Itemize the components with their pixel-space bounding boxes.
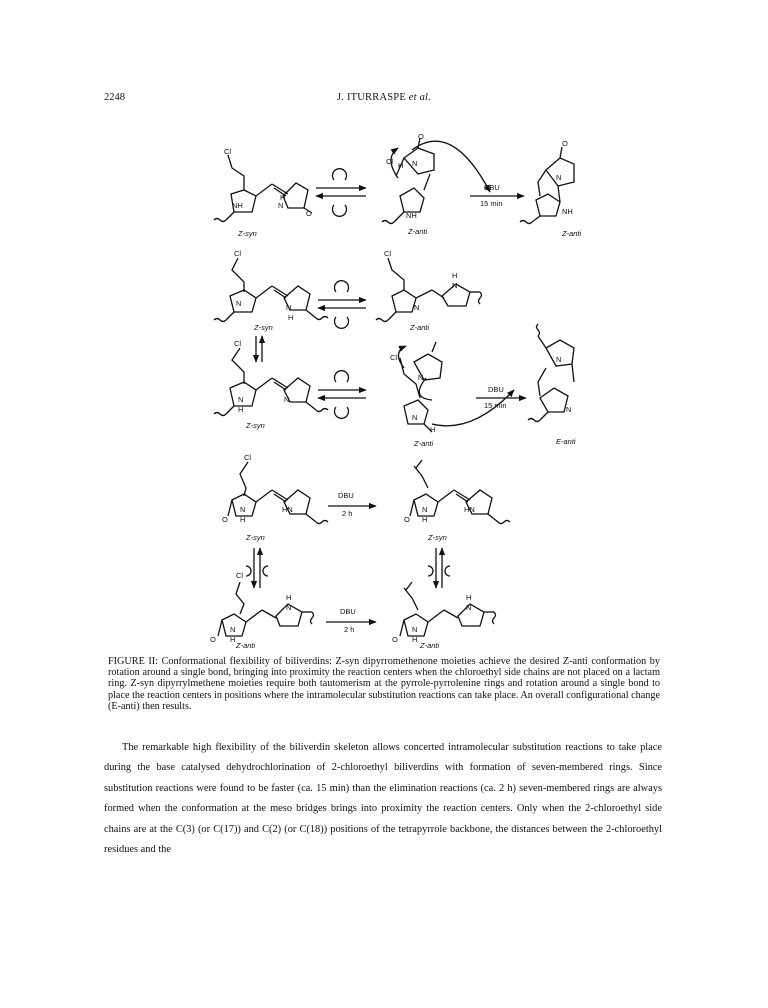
- r4-right-h: H: [422, 515, 428, 524]
- r1-mid-label: Z-anti: [408, 227, 428, 236]
- r3-left-n2: N: [284, 395, 290, 404]
- r3-right-n2: N: [566, 405, 572, 414]
- r3-left-h: H: [238, 405, 244, 414]
- r2-left-cl: Cl: [234, 249, 242, 258]
- r2-right-h: H: [452, 271, 458, 280]
- r1-left-n: N: [278, 201, 284, 210]
- r2-left-nh-n: N: [286, 303, 292, 312]
- r2-left-molecule: [214, 258, 328, 322]
- r5-left-n: N: [230, 625, 236, 634]
- r2-left-n: N: [236, 299, 242, 308]
- r1-right-o: O: [562, 139, 568, 148]
- r2-right-molecule: [376, 258, 482, 322]
- r4-left-h: H: [240, 515, 246, 524]
- r4-left-cl: Cl: [244, 453, 252, 462]
- r5-arrow-time: 2 h: [344, 625, 355, 634]
- running-head-et-al: et al.: [408, 92, 431, 103]
- r1-mid-cl: Cl: [386, 157, 394, 166]
- body-text: [104, 738, 662, 860]
- r5-left-label: Z-anti: [236, 641, 256, 650]
- r1-left-o: O: [306, 209, 312, 218]
- r3-left-molecule: [214, 348, 328, 416]
- r4-arrow-dbu: DBU: [338, 491, 354, 500]
- r4-right-o: O: [404, 515, 410, 524]
- r3-mid-n2: N: [412, 413, 418, 422]
- r4-right-hn: HN: [464, 505, 475, 514]
- r3-left-n: N: [238, 395, 244, 404]
- r4-right-n: N: [422, 505, 428, 514]
- r5-left-n2: N: [286, 603, 292, 612]
- r3-right-label: E-anti: [556, 437, 576, 446]
- r5-right-o: O: [392, 635, 398, 644]
- r3-right-n: N: [556, 355, 562, 364]
- figure-caption: FIGURE II: Conformational flexibility of biliverdins: Z-syn dipyrromethenone moieties achieve the desired Z-anti conformation by rotation around a single bond, bringing into proximity the reaction centers when the chloroethyl side chains are not placed on a lactam ring. Z-syn dipyrrylmethene moieties require both tautomerism at the pyrrole-pyrrolenine rings and rotation around a single bond to place the reaction centers in positions where the intramolecular substitution reactions can take place. An overall configurational change (E-anti) then results.: [108, 656, 660, 712]
- r4-left-label: Z-syn: [246, 533, 265, 542]
- r1-left-nh: NH: [232, 201, 243, 210]
- body-paragraph: The remarkable high flexibility of the biliverdin skeleton allows concerted intramolecular substitution reactions to take place during the base catalysed dehydrochlorination of 2-chloroethyl biliverdins with formation of seven-membered rings. Since substitution reactions were found to be faster (ca. 15 min) than the elimination reactions (ca. 2 h) seven-membered rings are always formed when the conformation at the meso bridges brings into proximity the reaction centers. Only when the 2-chloroethyl side chains are at the C(3) (or C(17)) and C(2) (or C(18)) positions of the tetrapyrrole backbone, the distances between the 2-chloroethyl residues and the: [104, 742, 662, 856]
- r1-left-molecule: [214, 155, 312, 222]
- r3-left-cl: Cl: [234, 339, 242, 348]
- r2-left-h: H: [288, 313, 294, 322]
- running-head-author: J. ITURRASPE: [337, 92, 406, 103]
- r3-arrow-dbu: DBU: [488, 385, 504, 394]
- r2-right-label: Z-anti: [410, 323, 430, 332]
- r2-right-n2: N: [452, 281, 458, 290]
- page-number: 2248: [104, 92, 125, 103]
- r1-left-h: H: [280, 193, 286, 202]
- r4-r5-vertical-equilibrium: [246, 548, 450, 588]
- r1-mid-o: O: [418, 132, 424, 141]
- r3-mid-n: N: [418, 373, 424, 382]
- r5-arrow-dbu: DBU: [340, 607, 356, 616]
- r5-right-h: H: [412, 635, 418, 644]
- r1-mid-n: N: [412, 159, 418, 168]
- r5-left-h: H: [230, 635, 236, 644]
- r4-left-o: O: [222, 515, 228, 524]
- r1-mid-molecule: [382, 138, 490, 224]
- r1-mid-h: H: [398, 161, 404, 170]
- r2-right-n: N: [414, 303, 420, 312]
- r5-right-label: Z-anti: [420, 641, 440, 650]
- r2-equilibrium: [318, 281, 366, 329]
- r5-left-o: O: [210, 635, 216, 644]
- r5-right-h2: H: [466, 593, 472, 602]
- r2-right-cl: Cl: [384, 249, 392, 258]
- r4-5-left-cl: Cl: [236, 571, 244, 580]
- r5-right-n: N: [412, 625, 418, 634]
- r3-mid-h: H: [430, 425, 436, 434]
- r4-left-n: N: [240, 505, 246, 514]
- r3-arrow-time: 15 min: [484, 401, 507, 410]
- r2-left-label: Z-syn: [254, 323, 273, 332]
- r4-left-hn: HN: [282, 505, 293, 514]
- r1-arrow-dbu: DBU: [484, 183, 500, 192]
- r5-left-h2: H: [286, 593, 292, 602]
- r3-mid-label: Z-anti: [414, 439, 434, 448]
- r1-right-n: N: [556, 173, 562, 182]
- r1-right-nh: NH: [562, 207, 573, 216]
- r1-mid-nh: NH: [406, 211, 417, 220]
- r4-arrow-time: 2 h: [342, 509, 353, 518]
- r1-left-cl: Cl: [224, 147, 232, 156]
- r1-right-label: Z-anti: [562, 229, 582, 238]
- r1-left-label: Z-syn: [238, 229, 257, 238]
- r1-arrow-time: 15 min: [480, 199, 503, 208]
- r3-equilibrium: [318, 371, 366, 419]
- r4-right-label: Z-syn: [428, 533, 447, 542]
- r3-left-label: Z-syn: [246, 421, 265, 430]
- r5-right-n2: N: [466, 603, 472, 612]
- r2-r3-vertical-equilibrium: [256, 336, 262, 362]
- r3-mid-cl: Cl: [390, 353, 398, 362]
- r1-equilibrium: [316, 169, 366, 217]
